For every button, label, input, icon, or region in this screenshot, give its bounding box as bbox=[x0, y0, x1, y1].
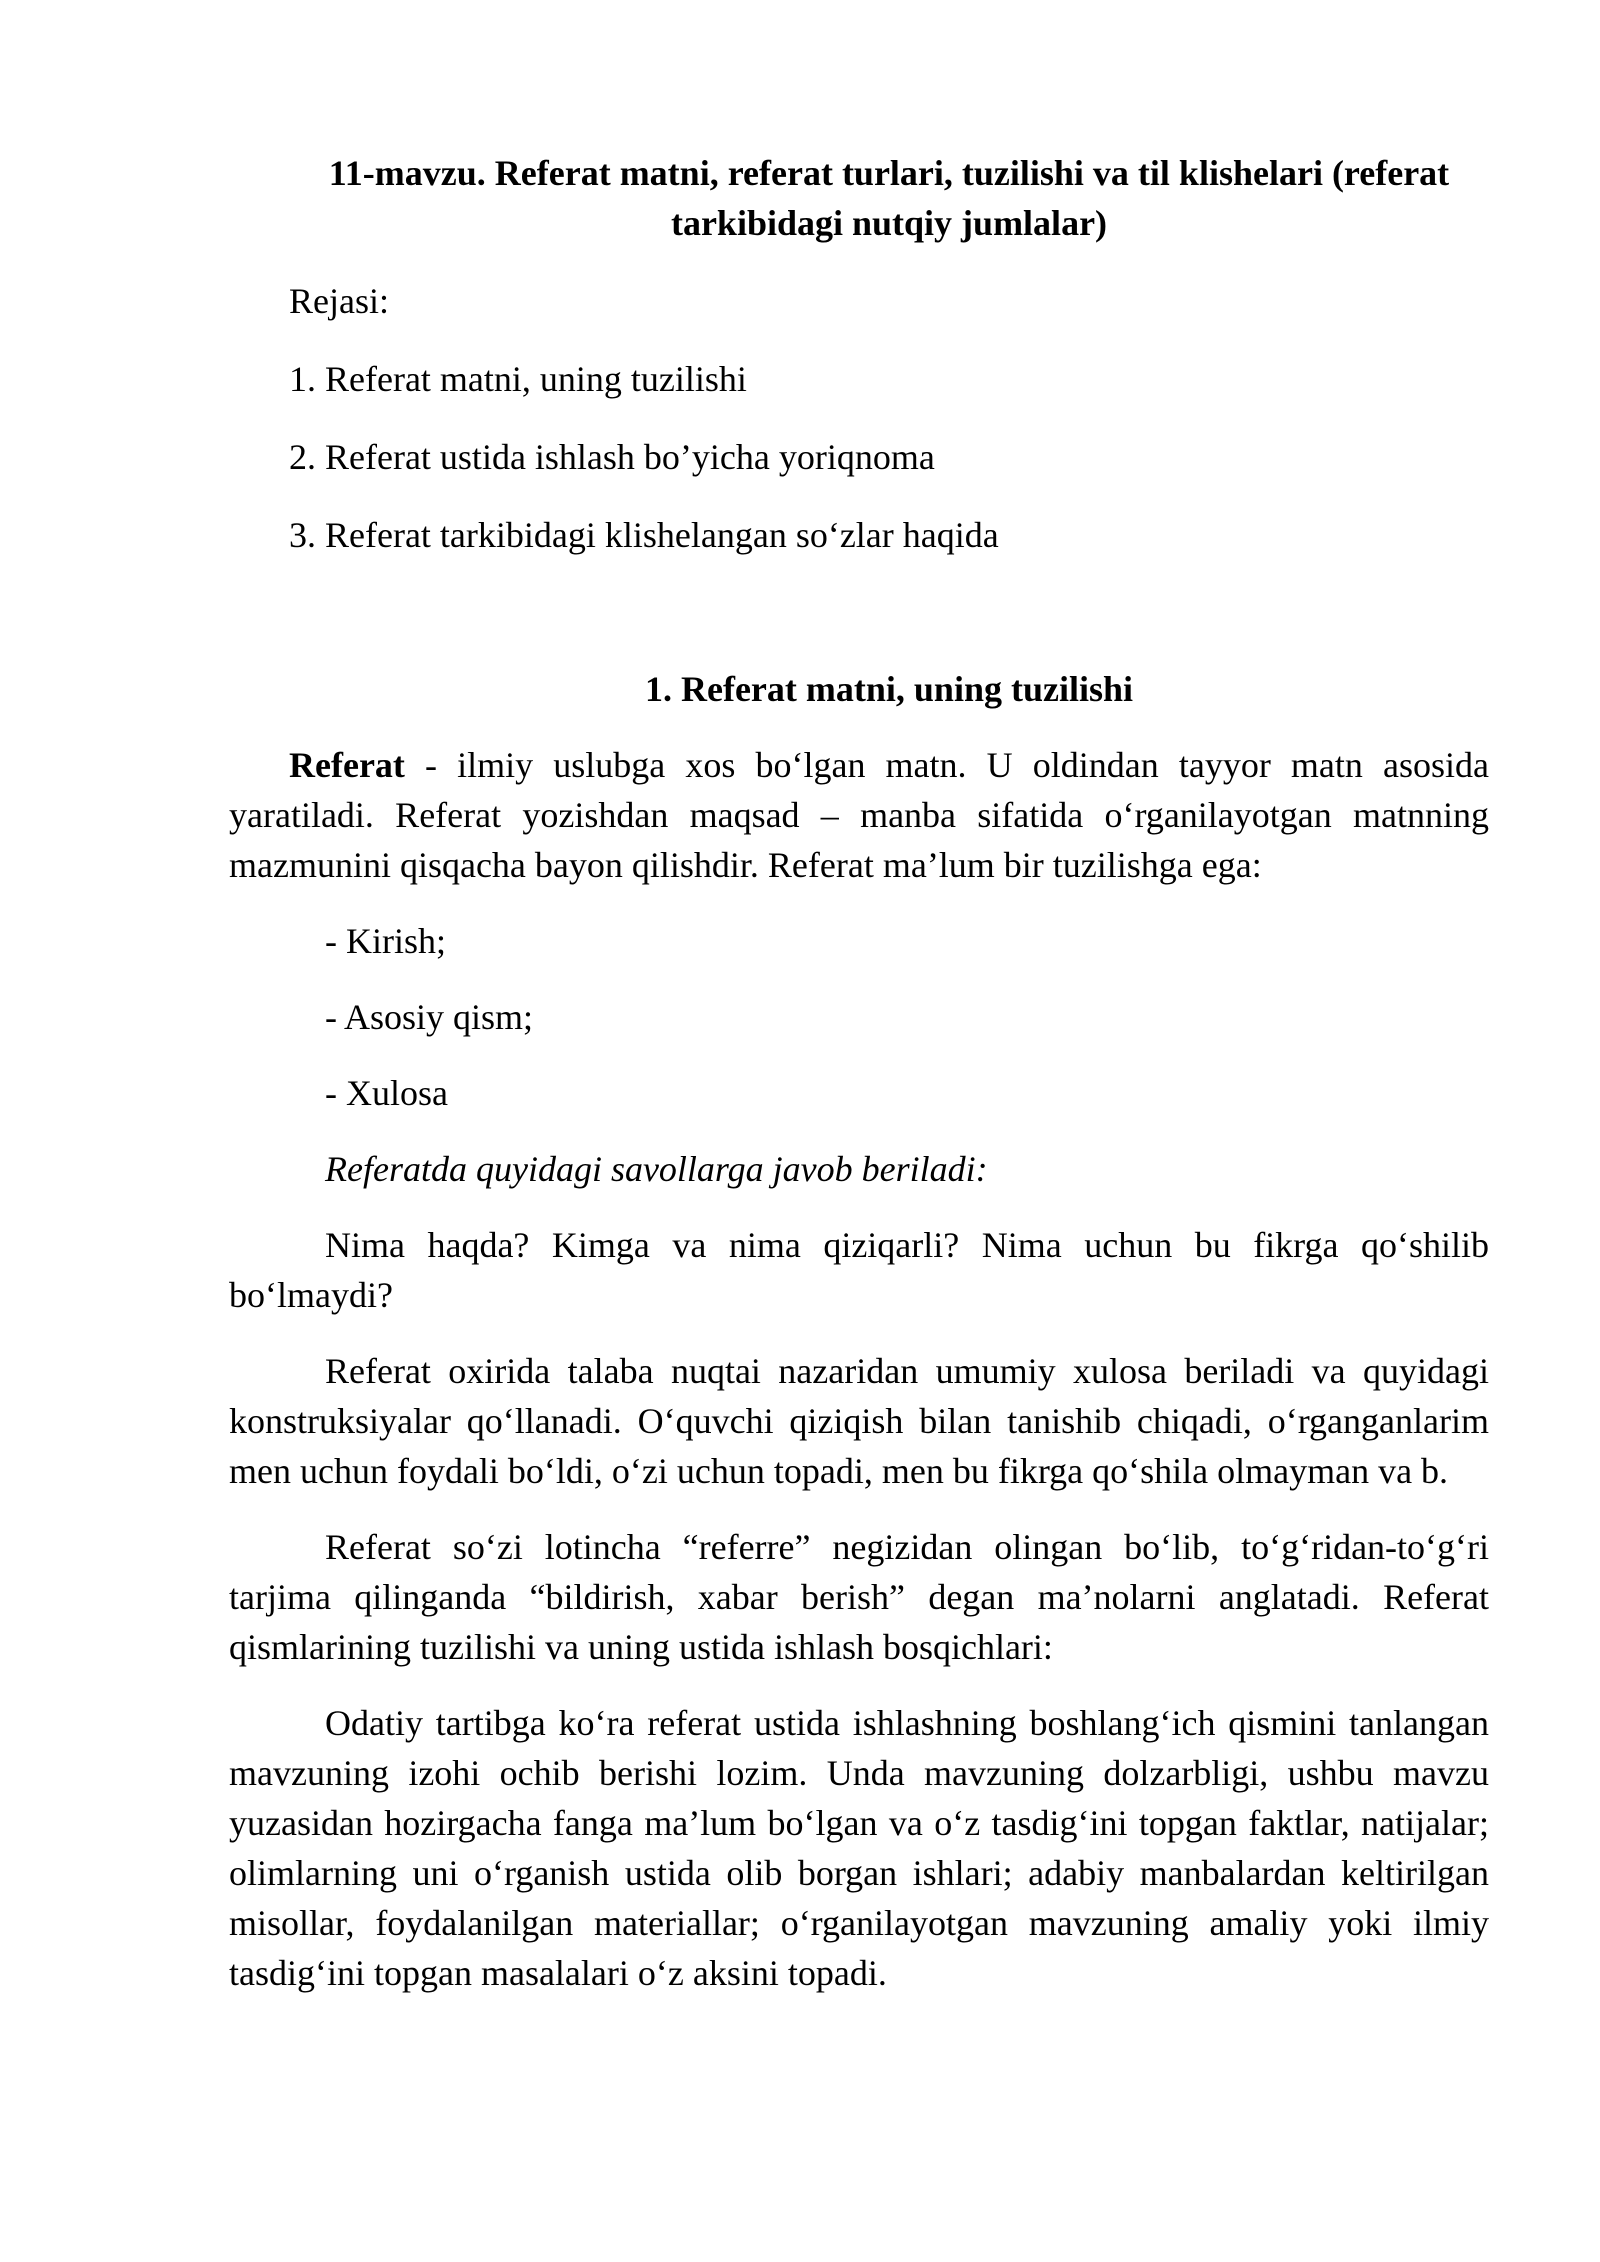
section-heading: 1. Referat matni, uning tuzilishi bbox=[644, 669, 1133, 709]
plan-item: 1. Referat matni, uning tuzilishi bbox=[289, 359, 747, 399]
body-paragraph: Nima haqda? Kimga va nima qiziqarli? Nima uchun bu fikrga qo‘shilib bo‘lmaydi? bbox=[229, 1225, 1489, 1315]
document-title: 11-mavzu. Referat matni, referat turlari, tuzilishi va til klishelari (referat tarkibidagi nutqiy jumlalar) bbox=[328, 153, 1450, 243]
questions-label: Referatda quyidagi savollarga javob beriladi: bbox=[325, 1149, 988, 1189]
plan-label: Rejasi: bbox=[289, 281, 389, 321]
structure-item: - Xulosa bbox=[325, 1073, 448, 1113]
intro-term: Referat bbox=[289, 745, 405, 785]
plan-item: 2. Referat ustida ishlash bo’yicha yoriqnoma bbox=[289, 437, 935, 477]
structure-item: - Kirish; bbox=[325, 921, 446, 961]
body-paragraph: Referat oxirida talaba nuqtai nazaridan umumiy xulosa beriladi va quyidagi konstruksiyalar qo‘llanadi. O‘quvchi qiziqish bilan tanishib chiqadi, o‘rganganlarim men uchun foydali bo‘ldi, o‘zi uchun topadi, men bu fikrga qo‘shila olmayman va b. bbox=[229, 1351, 1489, 1491]
structure-item: - Asosiy qism; bbox=[325, 997, 534, 1037]
intro-text: - ilmiy uslubga xos bo‘lgan matn. U oldindan tayyor matn asosida yaratiladi. Referat yozishdan maqsad – manba sifatida o‘rganilayotgan matnning mazmunini qisqacha bayon qilishdir. Referat ma’lum bir tuzilishga ega: bbox=[229, 745, 1489, 885]
body-paragraph: Odatiy tartibga ko‘ra referat ustida ishlashning boshlang‘ich qismini tanlangan mavzuning izohi ochib berishi lozim. Unda mavzuning dolzarbligi, ushbu mavzu yuzasidan hozirgacha fanga ma’lum bo‘lgan va o‘z tasdig‘ini topgan faktlar, natijalar; olimlarning uni o‘rganish ustida olib borgan ishlari; adabiy manbalardan keltirilgan misollar, foydalanilgan materiallar; o‘rganilayotgan mavzuning amaliy yoki ilmiy tasdig‘ini topgan masalalari o‘z aksini topadi. bbox=[229, 1703, 1489, 1993]
document-page bbox=[229, 148, 1489, 2024]
plan-item: 3. Referat tarkibidagi klishelangan so‘zlar haqida bbox=[289, 515, 999, 555]
body-paragraph: Referat so‘zi lotincha “referre” negizidan olingan bo‘lib, to‘g‘ridan-to‘g‘ri tarjima qilinganda “bildirish, xabar berish” degan ma’nolarni anglatadi. Referat qismlarining tuzilishi va uning ustida ishlash bosqichlari: bbox=[229, 1527, 1489, 1667]
intro-paragraph bbox=[229, 740, 1489, 890]
